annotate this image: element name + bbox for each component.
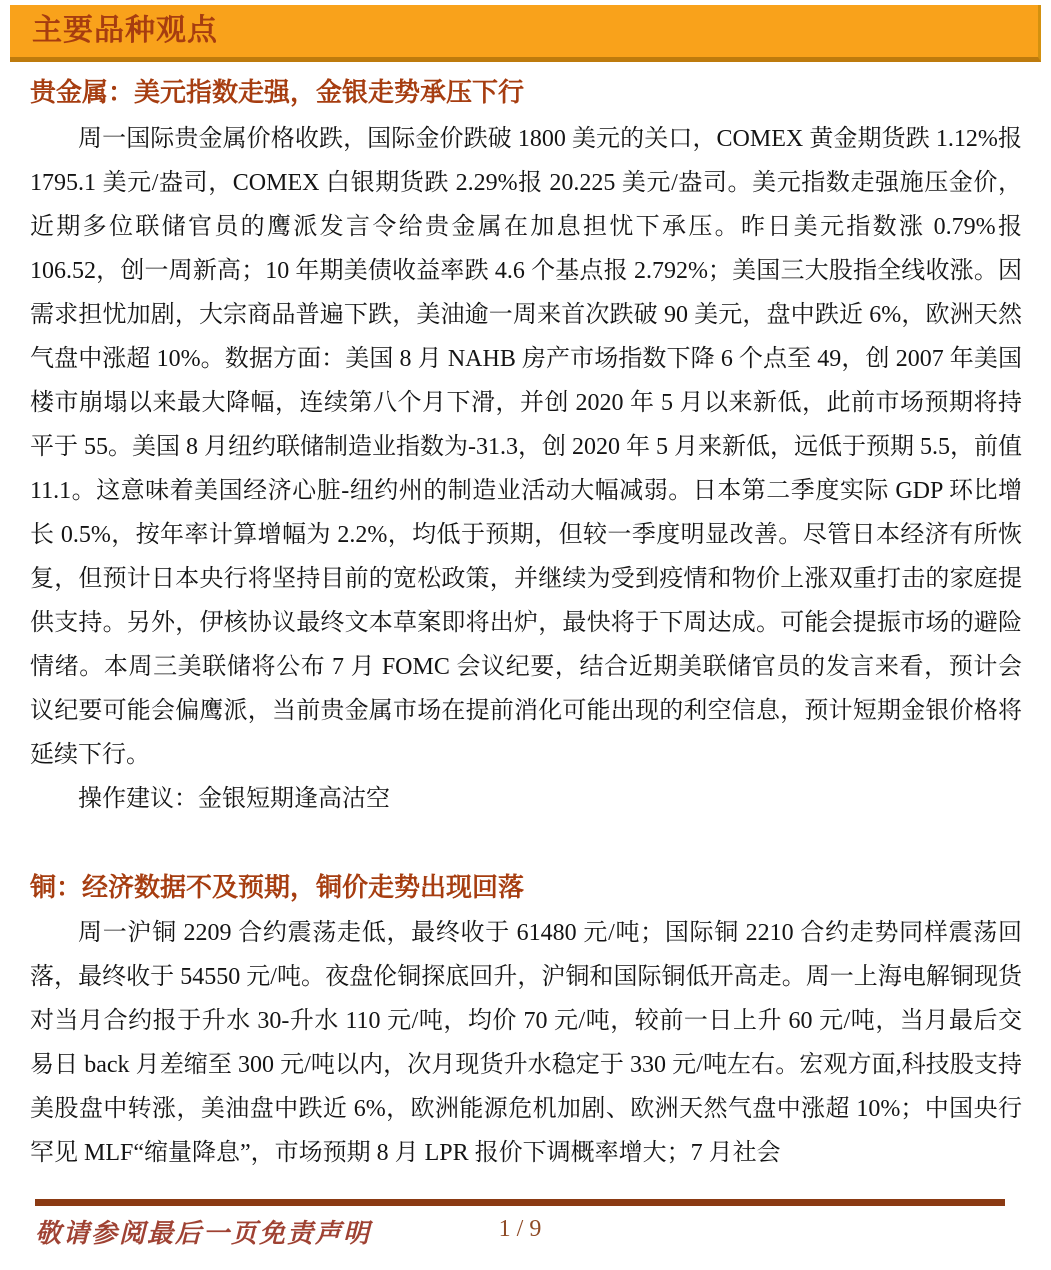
banner-title: 主要品种观点 <box>32 14 218 47</box>
report-content <box>30 76 1022 1175</box>
footer-disclaimer: 敬请参阅最后一页免责声明 <box>35 1219 372 1249</box>
page-footer <box>35 1211 1005 1256</box>
section-heading-precious-metals: 贵金属：美元指数走强，金银走势承压下行 <box>30 77 525 107</box>
footer-divider <box>35 1199 1005 1206</box>
copper-paragraph: 周一沪铜 2209 合约震荡走低，最终收于 61480 元/吨；国际铜 2210 合约走势同样震荡回落，最终收于 54550 元/吨。夜盘伦铜探底回升，沪铜和国际铜低开高走。周一上海电解铜现货对当月合约报于升水 30-升水 110 元/吨，均价 70 元/吨，较前一日上升 60 元/吨，当月最后交易日 back 月差缩至 300 元/吨以内，次月现货升水稳定于 330 元/吨左右。宏观方面,科技股支持美股盘中转涨，美油盘中跌近 6%，欧洲能源危机加剧、欧洲天然气盘中涨超 10%；中国央行罕见 MLF“缩量降息”，市场预期 8 月 LPR 报价下调概率增大；7 月社会 <box>30 920 1022 1166</box>
precious-metals-paragraph: 周一国际贵金属价格收跌，国际金价跌破 1800 美元的关口，COMEX 黄金期货跌 1.12%报 1795.1 美元/盎司，COMEX 白银期货跌 2.29%报 20.225 美元/盎司。美元指数走强施压金价，近期多位联储官员的鹰派发言令给贵金属在加息担忧下承压。昨日美元指数涨 0.79%报 106.52，创一周新高；10 年期美债收益率跌 4.6 个基点报 2.792%；美国三大股指全线收涨。因需求担忧加剧，大宗商品普遍下跌，美油逾一周来首次跌破 90 美元，盘中跌近 6%，欧洲天然气盘中涨超 10%。数据方面：美国 8 月 NAHB 房产市场指数下降 6 个点至 49，创 2007 年美国楼市崩塌以来最大降幅，连续第八个月下滑，并创 2020 年 5 月以来新低，此前市场预期将持平于 55。美国 8 月纽约联储制造业指数为-31.3，创 2020 年 5 月来新低，远低于预期 5.5，前值 11.1。这意味着美国经济心脏-纽约州的制造业活动大幅减弱。日本第二季度实际 GDP 环比增长 0.5%，按年率计算增幅为 2.2%，均低于预期，但较一季度明显改善。尽管日本经济有所恢复，但预计日本央行将坚持目前的宽松政策，并继续为受到疫情和物价上涨双重打击的家庭提供支持。另外，伊核协议最终文本草案即将出炉，最快将于下周达成。可能会提振市场的避险情绪。本周三美联储将公布 7 月 FOMC 会议纪要，结合近期美联储官员的发言来看，预计会议纪要可能会偏鹰派，当前贵金属市场在提前消化可能出现的利空信息，预计短期金银价格将延续下行。 <box>30 125 1022 768</box>
page-number: 1 / 9 <box>498 1216 542 1242</box>
section-banner <box>10 5 1041 62</box>
section-heading-copper: 铜：经济数据不及预期，铜价走势出现回落 <box>30 871 525 902</box>
precious-metals-advice: 操作建议：金银短期逢高沽空 <box>78 785 390 812</box>
